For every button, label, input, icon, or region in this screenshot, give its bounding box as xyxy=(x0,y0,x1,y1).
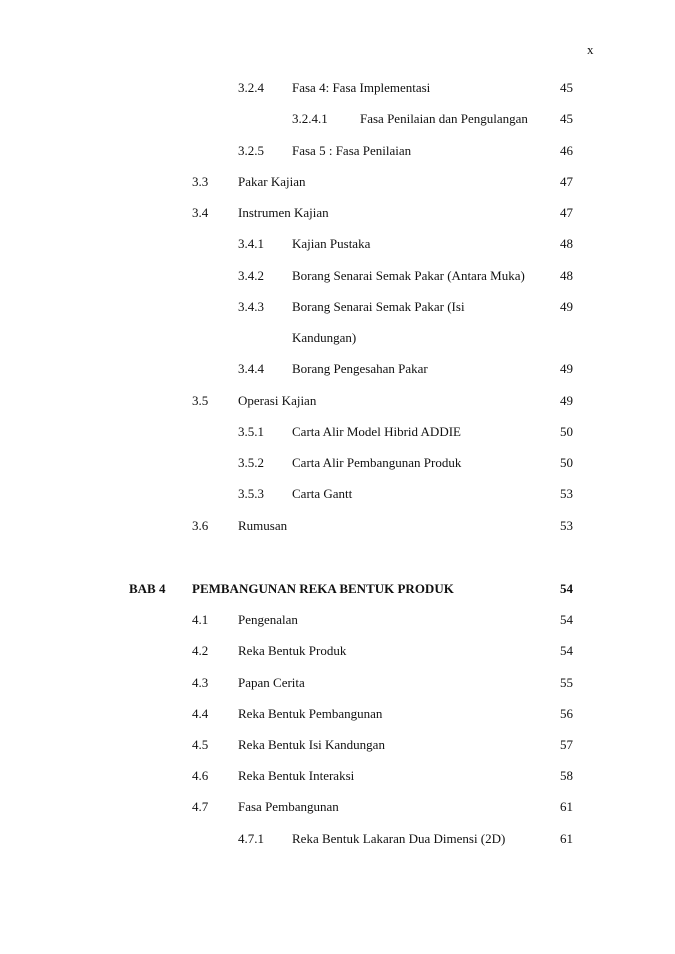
toc-entry xyxy=(0,797,675,817)
toc-entry-page: 56 xyxy=(560,706,573,721)
toc-entry-page: 47 xyxy=(560,205,573,220)
toc-entry-number: 3.2.4.1 xyxy=(292,111,328,126)
toc-entry-title: Reka Bentuk Produk xyxy=(238,643,347,658)
toc-entry-number: 4.7.1 xyxy=(238,831,264,846)
toc-chapter-heading xyxy=(0,579,675,599)
toc-entry xyxy=(0,266,675,286)
toc-chapter-number: BAB 4 xyxy=(129,581,166,596)
toc-entry-page: 50 xyxy=(560,455,573,470)
toc-entry-number: 3.4 xyxy=(192,205,209,220)
toc-entry-title: Borang Pengesahan Pakar xyxy=(292,361,428,376)
toc-entry xyxy=(0,422,675,442)
toc-entry-page: 49 xyxy=(560,299,573,314)
toc-entry-page: 50 xyxy=(560,424,573,439)
toc-entry-title: Pakar Kajian xyxy=(238,174,306,189)
page-number: x xyxy=(587,42,594,57)
toc-entry-number: 4.2 xyxy=(192,643,209,658)
toc-entry-number: 4.3 xyxy=(192,675,209,690)
toc-entry-page: 54 xyxy=(560,612,573,627)
toc-entry-number: 3.6 xyxy=(192,518,209,533)
toc-entry-page: 53 xyxy=(560,486,573,501)
toc-entry-page: 58 xyxy=(560,768,573,783)
toc-entry-page: 49 xyxy=(560,361,573,376)
toc-entry xyxy=(0,673,675,693)
toc-entry-page: 61 xyxy=(560,799,573,814)
toc-entry-number: 3.2.4 xyxy=(238,80,264,95)
toc-entry-page: 53 xyxy=(560,518,573,533)
toc-entry-title: Carta Alir Pembangunan Produk xyxy=(292,455,462,470)
toc-entry-title: Kandungan) xyxy=(292,330,357,345)
toc-entry-title: Reka Bentuk Pembangunan xyxy=(238,706,383,721)
toc-entry xyxy=(0,297,675,317)
toc-entry-page: 45 xyxy=(560,80,573,95)
toc-entry-page: 48 xyxy=(560,268,573,283)
toc-entry-title: Borang Senarai Semak Pakar (Isi xyxy=(292,299,465,314)
toc-entry-page: 57 xyxy=(560,737,573,752)
toc-entry-title: Operasi Kajian xyxy=(238,393,317,408)
toc-entry-page: 54 xyxy=(560,643,573,658)
toc-entry xyxy=(0,641,675,661)
toc-entry-title: Reka Bentuk Lakaran Dua Dimensi (2D) xyxy=(292,831,506,846)
toc-entry xyxy=(0,516,675,536)
toc-entry xyxy=(0,766,675,786)
toc-entry-number: 4.5 xyxy=(192,737,209,752)
toc-entry-title: Papan Cerita xyxy=(238,675,305,690)
toc-entry-number: 4.6 xyxy=(192,768,209,783)
toc-entry-number: 3.5.3 xyxy=(238,486,264,501)
toc-entry xyxy=(0,359,675,379)
toc-entry xyxy=(0,484,675,504)
toc-entry xyxy=(0,78,675,98)
toc-entry-number: 3.5.1 xyxy=(238,424,264,439)
toc-chapter-page: 54 xyxy=(560,581,573,596)
toc-entry-page: 47 xyxy=(560,174,573,189)
toc-entry-page: 48 xyxy=(560,236,573,251)
toc-entry-title: Fasa Penilaian dan Pengulangan xyxy=(360,111,528,126)
toc-entry xyxy=(0,610,675,630)
toc-entry-title: Kajian Pustaka xyxy=(292,236,371,251)
toc-entry-title: Reka Bentuk Interaksi xyxy=(238,768,355,783)
toc-entry xyxy=(0,453,675,473)
toc-entry-title: Fasa Pembangunan xyxy=(238,799,339,814)
toc-entry-number: 3.4.1 xyxy=(238,236,264,251)
toc-entry-title: Fasa 4: Fasa Implementasi xyxy=(292,80,431,95)
toc-entry-page: 46 xyxy=(560,143,573,158)
toc-entry-number: 3.4.4 xyxy=(238,361,264,376)
toc-entry-title: Reka Bentuk Isi Kandungan xyxy=(238,737,385,752)
toc-entry xyxy=(0,735,675,755)
toc-entry-title: Carta Gantt xyxy=(292,486,353,501)
toc-entry-number: 4.4 xyxy=(192,706,209,721)
toc-entry xyxy=(0,234,675,254)
toc-entry-title: Fasa 5 : Fasa Penilaian xyxy=(292,143,412,158)
toc-entry-page: 49 xyxy=(560,393,573,408)
toc-entry xyxy=(0,109,675,129)
toc-entry-number: 3.3 xyxy=(192,174,209,189)
toc-entry-number: 3.4.2 xyxy=(238,268,264,283)
toc-entry-continuation xyxy=(0,328,675,348)
toc-entry-number: 3.2.5 xyxy=(238,143,264,158)
toc-entry-number: 4.1 xyxy=(192,612,209,627)
toc-entry-number: 4.7 xyxy=(192,799,209,814)
toc-entry-title: Rumusan xyxy=(238,518,288,533)
toc-entry-title: Borang Senarai Semak Pakar (Antara Muka) xyxy=(292,268,525,283)
toc-entry-page: 45 xyxy=(560,111,573,126)
toc-entry xyxy=(0,704,675,724)
toc-entry xyxy=(0,172,675,192)
toc-entry-number: 3.5 xyxy=(192,393,209,408)
toc-entry-title: Carta Alir Model Hibrid ADDIE xyxy=(292,424,461,439)
toc-entry-title: Pengenalan xyxy=(238,612,298,627)
toc-entry xyxy=(0,141,675,161)
toc-entry xyxy=(0,203,675,223)
toc-entry-page: 55 xyxy=(560,675,573,690)
toc-entry xyxy=(0,391,675,411)
toc-entry-title: Instrumen Kajian xyxy=(238,205,329,220)
toc-chapter-title: PEMBANGUNAN REKA BENTUK PRODUK xyxy=(192,581,454,596)
toc-entry-number: 3.5.2 xyxy=(238,455,264,470)
toc-entry xyxy=(0,829,675,849)
toc-entry-page: 61 xyxy=(560,831,573,846)
toc-entry-number: 3.4.3 xyxy=(238,299,264,314)
